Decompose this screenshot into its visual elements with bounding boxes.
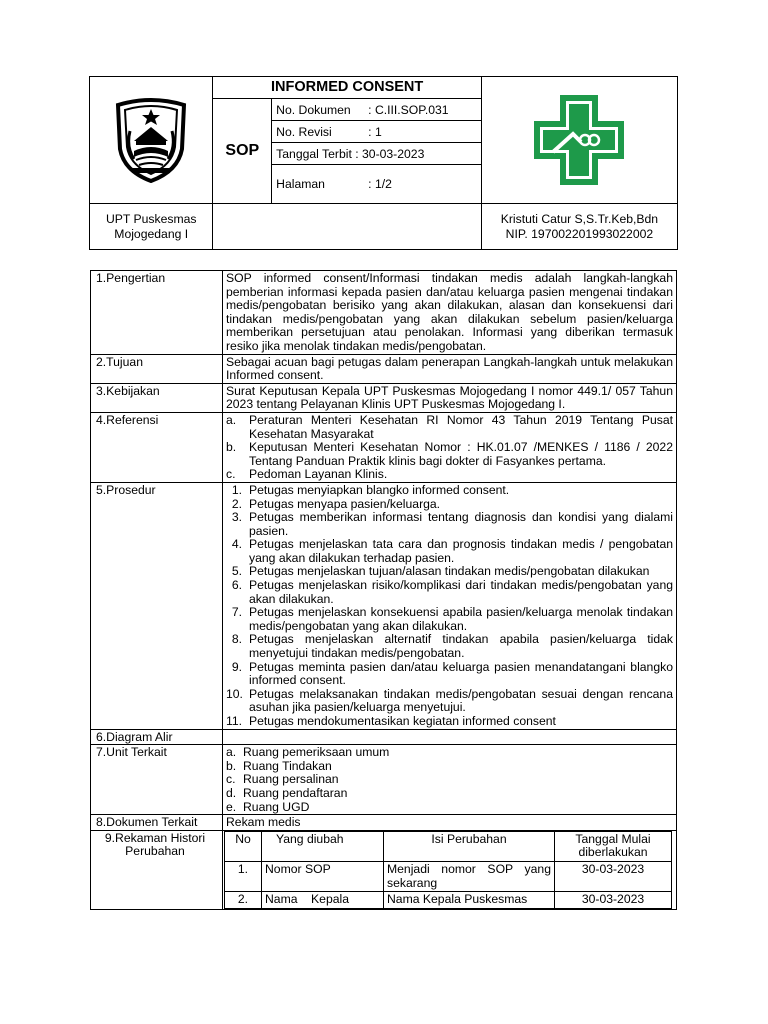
- list-marker: 11.: [226, 714, 243, 728]
- list-marker: d.: [226, 785, 237, 800]
- unit-name-line2: Mojogedang I: [114, 226, 189, 241]
- doc-number-value: : C.III.SOP.031: [368, 102, 449, 117]
- col-header-tanggal: [555, 831, 672, 861]
- signer-cell: [481, 204, 677, 250]
- list-text: Ruang UGD: [243, 799, 310, 814]
- list-item: [226, 760, 673, 774]
- list-text: Petugas menyiapkan blangko informed consent.: [249, 482, 510, 497]
- prosedur-cell: [223, 482, 677, 729]
- list-marker: b.: [226, 440, 237, 455]
- section-prosedur: [91, 482, 677, 729]
- histori-label-cell: [91, 830, 223, 909]
- list-marker: a.: [226, 745, 237, 760]
- history-header-row: [225, 831, 672, 861]
- list-item: [226, 511, 673, 538]
- sop-body-table: [90, 270, 677, 910]
- list-text: Petugas mendokumentasikan kegiatan informed consent: [249, 714, 556, 728]
- revision-key: No. Revisi: [276, 124, 332, 139]
- list-marker: c.: [226, 772, 236, 787]
- sop-label: SOP: [213, 99, 272, 204]
- list-item: [226, 688, 673, 715]
- list-item: [226, 565, 673, 579]
- list-marker: 2.: [231, 496, 242, 511]
- dokumen-text: Rekam medis: [223, 815, 677, 831]
- unit-name-cell: [90, 204, 213, 250]
- signer-nip: NIP. 197002201993022002: [505, 226, 654, 241]
- list-text: Petugas menjelaskan alternatif tindakan apabila pasien/keluarga tidak menyetujui tindakan medis/pengobatan.: [249, 632, 673, 661]
- list-text: Ruang Tindakan: [243, 758, 332, 773]
- list-item: [226, 441, 673, 468]
- table-row: [225, 861, 672, 891]
- section-diagram: [91, 729, 677, 745]
- list-item: [226, 498, 673, 512]
- section-label: 5.Prosedur: [91, 482, 223, 729]
- list-item: [226, 787, 673, 801]
- cell-isi: Nama Kepala Puskesmas: [384, 892, 555, 909]
- histori-cell: [223, 830, 677, 909]
- list-marker: 10.: [226, 686, 243, 701]
- page-key: Halaman: [276, 177, 325, 191]
- list-marker: 7.: [231, 605, 242, 620]
- list-text: Petugas menjelaskan risiko/komplikasi dari tindakan medis/pengobatan yang akan dilakukan.: [249, 578, 673, 606]
- sop-header-table: [89, 76, 678, 250]
- table-row: [225, 892, 672, 909]
- list-item: [226, 484, 673, 498]
- pengertian-text: SOP informed consent/Informasi tindakan medis adalah langkah-langkah pemberian informasi kepada pasien dan/atau keluarga pasien mengenai tindakan medis/pengobatan berisiko yang akan dilakukan, alasan dan konsekuensi dari tindakan medis/pengobatan yang akan dilakukan sebelum pasien/keluarga memberikan persetujuan atau penolakan. Informasi yang diberikan termasuk resiko jika menolak tindakan medis/pengobatan.: [223, 271, 677, 355]
- list-item: [226, 414, 673, 441]
- list-marker: 8.: [231, 632, 242, 647]
- list-marker: c.: [226, 467, 236, 482]
- section-label: 6.Diagram Alir: [91, 729, 223, 745]
- list-text: Ruang pemeriksaan umum: [243, 745, 390, 760]
- section-label: 8.Dokumen Terkait: [91, 815, 223, 831]
- list-marker: a.: [226, 412, 237, 427]
- list-text: Petugas menjelaskan tujuan/alasan tindakan medis/pengobatan dilakukan: [249, 564, 650, 579]
- regency-logo-cell: [90, 77, 213, 204]
- page-value: : 1/2: [368, 177, 392, 191]
- cell-isi: Menjadi nomor SOP yang sekarang: [384, 861, 555, 891]
- tujuan-text: Sebagai acuan bagi petugas dalam penerapan Langkah-langkah untuk melakukan Informed consent.: [223, 354, 677, 383]
- section-kebijakan: [91, 383, 677, 412]
- regency-emblem-icon: [112, 97, 190, 183]
- cell-no: 2.: [225, 892, 262, 909]
- puskesmas-logo-icon: [533, 94, 625, 186]
- list-item: [226, 633, 673, 660]
- list-text: Petugas menjelaskan konsekuensi apabila pasien/keluarga menolak tindakan medis/pengobatan yang akan dilakukan.: [249, 605, 673, 633]
- cell-yang-diubah: Nama Kepala: [262, 892, 384, 909]
- diagram-cell: [223, 729, 677, 745]
- col-header-no: No: [225, 831, 262, 861]
- list-item: [226, 468, 673, 482]
- list-text: Keputusan Menteri Kesehatan Nomor : HK.01.07 /MENKES / 1186 / 2022 Tentang Panduan Praktik klinis bagi dokter di Fasyankes pertama.: [249, 440, 673, 468]
- list-text: Ruang persalinan: [243, 772, 339, 787]
- list-item: [226, 801, 673, 815]
- section-histori: [91, 830, 677, 909]
- list-text: Peraturan Menteri Kesehatan RI Nomor 43 Tahun 2019 Tentang Pusat Kesehatan Masyarakat: [249, 412, 673, 441]
- puskesmas-logo-cell: [481, 77, 677, 204]
- list-marker: 1.: [231, 482, 242, 497]
- list-item: [226, 606, 673, 633]
- revision-row: [272, 121, 482, 143]
- list-marker: 5.: [231, 564, 242, 579]
- document-title: INFORMED CONSENT: [213, 77, 481, 99]
- list-marker: 9.: [231, 659, 242, 674]
- issue-date-key: Tanggal Terbit: [276, 146, 352, 161]
- list-marker: 3.: [231, 510, 242, 525]
- list-text: Petugas menyapa pasien/keluarga.: [249, 496, 441, 511]
- signer-name: Kristuti Catur S,S.Tr.Keb,Bdn: [500, 211, 659, 226]
- list-marker: e.: [226, 799, 237, 814]
- unit-terkait-cell: [223, 745, 677, 815]
- section-label: 7.Unit Terkait: [91, 745, 223, 815]
- col-header-yang-diubah: Yang diubah: [262, 831, 384, 861]
- page-row: [272, 165, 482, 204]
- history-table: [224, 831, 672, 909]
- list-marker: b.: [226, 758, 237, 773]
- issue-date-row: [272, 143, 482, 165]
- cell-yang-diubah: Nomor SOP: [262, 861, 384, 891]
- cell-no: 1.: [225, 861, 262, 891]
- section-pengertian: [91, 271, 677, 355]
- list-item: [226, 579, 673, 606]
- section-label: 3.Kebijakan: [91, 383, 223, 412]
- cell-tanggal: 30-03-2023: [555, 892, 672, 909]
- col-header-tanggal-line1: Tanggal Mulai: [575, 831, 651, 846]
- col-header-tanggal-line2: diberlakukan: [578, 845, 648, 860]
- revision-value: : 1: [368, 124, 382, 139]
- list-text: Petugas menjelaskan tata cara dan prognosis tindakan medis / pengobatan yang akan dilakukan terhadap pasien.: [249, 537, 673, 565]
- blank-footer-cell: [213, 204, 481, 250]
- doc-number-row: [272, 99, 482, 121]
- section-dokumen: [91, 815, 677, 831]
- cell-tanggal: 30-03-2023: [555, 861, 672, 891]
- list-item: [226, 715, 673, 729]
- list-item: [226, 746, 673, 760]
- section-tujuan: [91, 354, 677, 383]
- kebijakan-text: Surat Keputusan Kepala UPT Puskesmas Mojogedang I nomor 449.1/ 057 Tahun 2023 tentang Pelayanan Klinis UPT Puskesmas Mojogedang I.: [223, 383, 677, 412]
- list-item: [226, 538, 673, 565]
- referensi-cell: [223, 412, 677, 482]
- list-text: Petugas memberikan informasi tentang diagnosis dan kondisi yang dialami pasien.: [249, 510, 673, 538]
- section-label: 2.Tujuan: [91, 354, 223, 383]
- col-header-isi: Isi Perubahan: [384, 831, 555, 861]
- list-item: [226, 661, 673, 688]
- list-marker: 4.: [231, 537, 242, 552]
- histori-label-line1: 9.Rekaman Histori: [104, 830, 206, 845]
- unit-name-line1: UPT Puskesmas: [105, 211, 197, 226]
- list-marker: 6.: [231, 578, 242, 593]
- list-text: Petugas meminta pasien dan/atau keluarga pasien menandatangani blangko informed consent.: [249, 659, 673, 688]
- list-text: Pedoman Layanan Klinis.: [249, 467, 388, 482]
- list-text: Ruang pendaftaran: [243, 785, 348, 800]
- section-label: 1.Pengertian: [91, 271, 223, 355]
- doc-number-key: No. Dokumen: [276, 102, 351, 117]
- list-item: [226, 773, 673, 787]
- issue-date-value: : 30-03-2023: [355, 146, 425, 161]
- section-referensi: [91, 412, 677, 482]
- list-text: Petugas melaksanakan tindakan medis/pengobatan sesuai dengan rencana asuhan jika pasien/keluarga menyetujui.: [249, 686, 673, 715]
- histori-label-line2: Perubahan: [125, 844, 185, 859]
- section-unit-terkait: [91, 745, 677, 815]
- section-label: 4.Referensi: [91, 412, 223, 482]
